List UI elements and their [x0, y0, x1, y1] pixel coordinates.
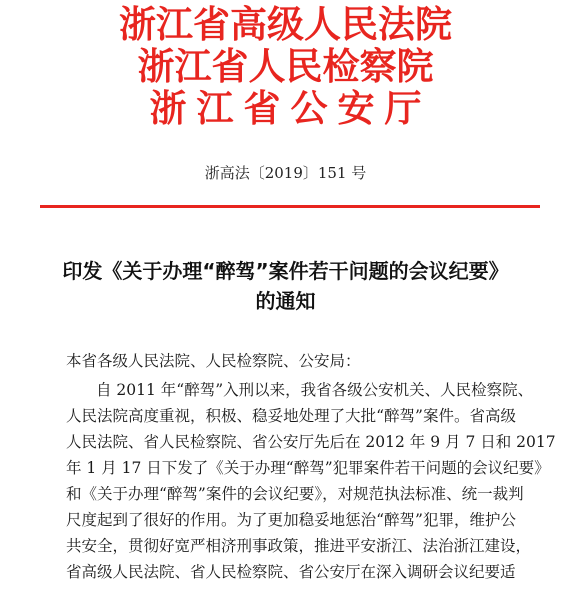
- issuer-public-security: 浙江省公安厅: [149, 87, 432, 130]
- notice-title-line-1: 印发《关于办理“醉驾”案件若干问题的会议纪要》: [62, 259, 509, 283]
- notice-title-line-2: 的通知: [255, 289, 316, 313]
- salutation: 本省各级人民法院、人民检察院、公安局：: [66, 352, 361, 370]
- body-line: 尺度起到了很好的作用。为了更加稳妥地惩治“醉驾”犯罪，维护公: [66, 511, 516, 529]
- body-text: [66, 377, 556, 585]
- body-line: 省高级人民法院、省人民检察院、省公安厅在深入调研会议纪要适: [66, 563, 516, 581]
- body-line: 人民法院、省人民检察院、省公安厅先后在 2012 年 9 月 7 日和 2017: [66, 433, 556, 451]
- body-line: 和《关于办理“醉驾”案件的会议纪要》，对规范执法标准、统一裁判: [66, 485, 524, 503]
- notice-title: [20, 256, 551, 316]
- body-line: 年 1 月 17 日下发了《关于办理“醉驾”犯罪案件若干问题的会议纪要》: [66, 459, 550, 477]
- document-number: 浙高法〔2019〕151 号: [204, 164, 367, 182]
- issuer-procuratorate: 浙江省人民检察院: [137, 45, 434, 88]
- body-line: 共安全，贯彻好宽严相济刑事政策，推进平安浙江、法治浙江建设，: [66, 537, 532, 555]
- issuer-header: [0, 4, 571, 130]
- body-line: 人民法院高度重视，积极、稳妥地处理了大批“醉驾”案件。省高级: [66, 407, 516, 425]
- red-divider-line: [40, 205, 540, 208]
- issuer-court: 浙江省高级人民法院: [119, 3, 452, 46]
- body-line: 自 2011 年“醉驾”入刑以来，我省各级公安机关、人民检察院、: [96, 381, 534, 399]
